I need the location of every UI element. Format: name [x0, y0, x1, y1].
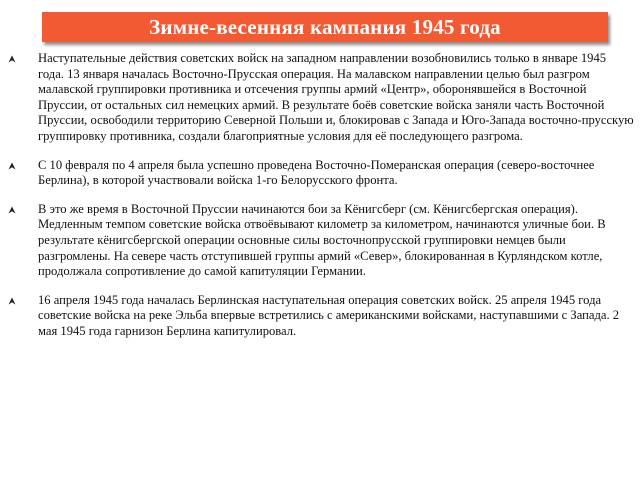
paragraph-text: Наступательные действия советских войск на западном направлении возобновились только в январе 1945 года. 13 января началась Восточно-Прусская операция. На малавском направлении целью был разгром малавской группировки противника и отсечения группы армий «Центр», оборонявшейся в Восточной Пруссии, от остальных сил немецких армий. В результате боёв советские войска заняли часть Восточной Пруссии, освободили территорию Северной Польши и, блокировав с Запада и Юго-Запада восточно-прусскую группировку противника, создали благоприятные условия для её последующего разгрома. — [38, 51, 634, 143]
arrowhead-bullet-icon — [8, 297, 16, 305]
arrowhead-bullet-icon — [8, 162, 16, 170]
arrowhead-bullet-icon — [8, 206, 16, 214]
bullet-paragraph-1 — [0, 51, 640, 145]
bullet-paragraph-4 — [0, 293, 640, 340]
slide-body — [0, 51, 640, 340]
bullet-paragraph-3 — [0, 202, 640, 280]
paragraph-text: 16 апреля 1945 года началась Берлинская наступательная операция советских войск. 25 апреля 1945 года советские войска на реке Эльба впервые встретились с американскими войсками, наступавшими с Запада. 2 мая 1945 года гарнизон Берлина капитулировал. — [38, 292, 620, 338]
slide-title: Зимне-весенняя кампания 1945 года — [149, 14, 501, 39]
arrowhead-bullet-icon — [8, 55, 16, 63]
paragraph-text: С 10 февраля по 4 апреля была успешно проведена Восточно-Померанская операция (северо-восточнее Берлина), в которой участвовали войска 1-го Белорусского фронта. — [38, 157, 595, 188]
paragraph-text: В это же время в Восточной Пруссии начинаются бои за Кёнигсберг (см. Кёнигсбергская операция). Медленным темпом советские войска отвоёвывают километр за километром, начинаются уличные бои. В результате кёнигсбергской операции основные силы восточнопрусской группировки немцев были разгромлены. На севере часть отступившей группы армий «Север», блокированная в Курляндском котле, продолжала сопротивление до самой капитуляции Германии. — [38, 201, 606, 279]
bullet-paragraph-2 — [0, 158, 640, 189]
slide-title-bar — [42, 12, 608, 42]
